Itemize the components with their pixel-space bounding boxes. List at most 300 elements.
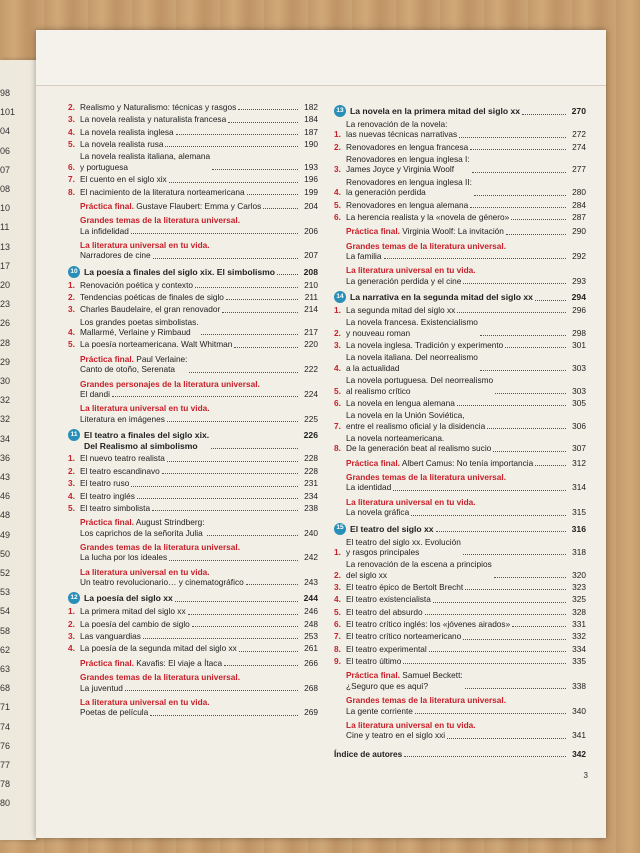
entry-number: 3. [334,581,341,592]
dot-leader [238,109,298,110]
toc-entry [68,478,318,488]
chapter-section [68,267,318,424]
entry-text-wrap [80,478,300,488]
entry-title: La primera mitad del siglo xx [80,606,186,617]
entry-page: 231 [304,478,318,489]
special-entry [80,658,318,668]
dot-leader [457,312,566,313]
entry-text-wrap [80,187,300,197]
dot-leader [211,448,298,449]
chapter-section [334,292,586,517]
entry-text-wrap [80,102,300,112]
entry-title: El teatro inglés [80,490,135,501]
toc-entry [334,410,586,431]
toc-entry [334,212,586,222]
index-text-wrap [334,749,568,759]
dot-leader [207,535,298,536]
special-title: La literatura universal en tu vida. [80,566,210,577]
previous-page-number: 58 [0,625,11,636]
entry-text-wrap [80,292,300,302]
dot-leader [125,690,298,691]
previous-page-number: 17 [0,260,11,271]
special-page: 268 [304,682,318,693]
dot-leader [201,334,298,335]
previous-page-number: 78 [0,779,11,790]
previous-page-number: 50 [0,548,11,559]
special-text-wrap [80,201,300,211]
previous-page-number: 11 [0,222,10,233]
dot-leader [167,461,298,462]
entry-page: 332 [572,631,586,642]
chapter-title-wrap [84,430,300,451]
entry-title: El teatro experimental [346,643,427,654]
special-title: La literatura universal en tu vida. [80,403,210,414]
toc-entry [334,559,586,580]
special-text: La juventud [80,682,123,693]
toc-entry [68,151,318,172]
special-text-wrap [346,507,568,517]
entry-number: 2. [68,102,75,112]
entry-text-wrap [346,200,568,210]
special-text: La novela gráfica [346,507,410,518]
entry-title: La renovación de la novela: las nuevas técnicas narrativas [346,119,458,140]
entry-number: 2. [68,465,75,476]
entry-page: 305 [572,397,586,408]
entry-number: 4. [68,643,75,654]
entry-number: 4. [334,594,341,605]
special-title: Práctica final. [346,226,400,237]
special-entry [346,226,586,236]
special-entry [80,517,318,538]
toc-entry [68,139,318,149]
special-section [80,215,318,236]
special-title: Grandes temas de la literatura universal. [346,695,507,706]
special-page: 206 [304,225,318,236]
entry-number: 2. [334,141,341,152]
toc-entry [334,340,586,350]
special-page: 315 [572,507,586,518]
special-page: 207 [304,250,318,261]
entry-page: 307 [572,443,586,454]
special-label [80,658,222,668]
previous-page-number: 43 [0,472,11,482]
dot-leader [472,172,566,173]
toc-entry [334,317,586,338]
previous-page-number: 68 [0,683,11,694]
entry-text-wrap [346,119,568,140]
toc-entry [68,453,318,463]
special-title: La literatura universal en tu vida. [346,719,476,730]
entry-text-wrap [80,453,300,463]
dot-leader [463,283,566,284]
entry-title: El teatro del siglo xx. Evolución y rasgos principales [346,536,461,557]
special-section [80,201,318,211]
dot-leader [167,421,298,422]
entry-page: 196 [304,174,318,185]
dot-leader [131,233,298,234]
author-index-entry [334,749,586,759]
entry-page: 190 [304,139,318,150]
special-title: Grandes temas de la literatura universal. [346,472,507,483]
dot-leader [189,372,298,373]
special-title: Grandes personajes de la literatura universal. [80,378,260,389]
special-page: 341 [572,730,586,741]
entry-title: La novela realista italiana, alemana y portuguesa [80,151,211,172]
entry-title: La segunda mitad del siglo xx [346,305,456,316]
entry-number: 9. [334,656,341,667]
special-page: 225 [304,413,318,424]
chapter-heading [334,292,586,303]
previous-page-number: 98 [0,88,11,98]
chapter-page: 294 [571,292,586,303]
dot-leader [470,207,566,208]
chapter-heading [68,267,318,278]
toc-entry [334,631,586,641]
entry-page: 274 [572,141,586,152]
chapter-page: 316 [571,523,586,534]
entry-number: 6. [334,211,341,222]
entry-text-wrap [346,410,568,431]
entry-text-wrap [346,317,568,338]
entry-text-wrap [346,398,568,408]
previous-page-number: 77 [0,760,11,770]
entry-number: 5. [334,199,341,210]
toc-entry [334,177,586,198]
entry-number: 7. [334,631,341,642]
special-text-wrap [346,482,568,492]
toc-entry [334,352,586,373]
dot-leader [447,738,566,739]
previous-page-number: 62 [0,644,11,655]
previous-page-number: 13 [0,241,11,252]
special-text-wrap [346,458,568,468]
special-page: 240 [304,527,318,538]
previous-page-number: 32 [0,395,11,406]
entry-title: Renovadores en lengua inglesa II: la generación perdida [346,176,472,198]
chapter-page: 244 [303,593,318,604]
special-text: Literatura en imágenes [80,413,165,424]
entry-page: 217 [304,327,318,338]
toc-entry [68,619,318,629]
entry-number: 3. [68,478,75,489]
entry-text-wrap [80,619,300,629]
dot-leader [494,577,566,578]
entry-page: 331 [572,619,586,630]
chapter-number-badge: 13 [334,105,346,117]
dot-leader [480,370,566,371]
entry-page: 272 [572,129,586,140]
special-text: Gustave Flaubert: Emma y Carlos [136,200,262,211]
toc-entry [68,102,318,112]
special-text: August Strindberg: Los caprichos de la señorita Julia [80,517,205,538]
dot-leader [192,626,298,627]
special-section [346,472,586,493]
special-text: Paul Verlaine: Canto de otoño, Serenata [80,353,188,375]
entry-title: El cuento en el siglo xix [80,174,167,185]
entry-page: 234 [304,490,318,501]
entry-text-wrap [80,491,300,501]
dot-leader [226,299,298,300]
entry-number: 3. [68,631,75,642]
special-title: Práctica final. [80,353,134,364]
entry-title: El teatro ruso [80,478,130,489]
special-page: 269 [304,707,318,718]
entry-page: 228 [304,453,318,464]
special-entry [346,251,586,261]
entry-number: 2. [68,618,75,629]
previous-page-number: 10 [0,203,11,214]
entry-number: 3. [334,340,341,351]
dot-leader [415,713,566,714]
entry-title: El nuevo teatro realista [80,453,165,464]
chapter-heading [68,430,318,451]
entry-title: La novela inglesa. Tradición y experimento [346,340,504,351]
dot-leader [463,639,566,640]
entry-page: 277 [572,164,586,175]
entry-number: 5. [334,385,341,396]
special-text: Samuel Beckett: ¿Seguro que es aquí? [346,670,463,691]
chapter-section [68,593,318,717]
special-page: 314 [572,482,586,493]
entry-number: 4. [334,362,341,373]
previous-page-number: 07 [0,164,11,175]
chapter-number-badge: 15 [334,523,346,535]
entry-title: La novela portuguesa. Del neorrealismo al realismo crítico [346,375,494,396]
dot-leader [470,149,566,150]
entry-title: El teatro existencialista [346,594,431,605]
entry-text-wrap [80,466,300,476]
entry-text-wrap [80,606,300,616]
entry-page: 248 [304,618,318,629]
entry-page: 287 [572,211,586,222]
entry-number: 8. [334,443,341,454]
entry-title: La poesía de la segunda mitad del siglo xx [80,643,237,654]
entry-text-wrap [80,503,300,513]
chapter-number-badge: 12 [68,592,80,604]
entry-number: 3. [68,304,75,315]
entry-number: 3. [68,114,75,125]
previous-page-number: 74 [0,721,11,732]
dot-leader [239,651,298,652]
chapter-page: 270 [571,106,586,116]
entry-text-wrap [80,151,300,172]
entry-number: 1. [68,453,75,464]
special-entry [80,226,318,236]
previous-page-number: 08 [0,184,11,194]
special-entry [80,250,318,260]
entry-number: 5. [68,139,75,150]
entry-title: La novela norteamericana. De la generación beat al realismo sucio [346,432,492,454]
special-section [80,672,318,693]
dot-leader [234,347,298,348]
chapter-heading [334,106,586,117]
dot-leader [247,194,298,195]
toc-entry [334,398,586,408]
previous-page-number: 76 [0,740,11,751]
entry-text-wrap [346,607,568,617]
special-page: 243 [304,577,318,588]
entry-title: El teatro escandinavo [80,465,160,476]
entry-number: 8. [334,643,341,654]
book-page [36,30,606,838]
special-title: Grandes temas de la literatura universal. [80,541,241,552]
special-text-wrap [346,730,568,740]
entry-title: La novela francesa. Existencialismo y nouveau roman [346,317,478,338]
toc-entry [334,154,586,175]
special-entry [80,201,318,211]
special-text-wrap [80,683,300,693]
entry-title: La herencia realista y la «novela de género» [346,211,510,222]
special-page: 222 [304,364,318,375]
dot-leader [384,258,566,259]
toc-entry [68,114,318,124]
special-title: Práctica final. [346,670,400,681]
dot-leader [480,335,566,336]
entry-title: La novela en lengua alemana [346,397,455,408]
toc-entry [334,582,586,592]
special-entry [80,354,318,375]
entry-number: 4. [334,187,341,198]
entry-number: 1. [68,279,75,290]
special-section [80,567,318,588]
special-title: La literatura universal en tu vida. [346,265,476,276]
special-label [80,201,261,211]
chapter-title: El teatro del siglo xx [350,523,434,534]
entry-page: 238 [304,502,318,513]
special-text-wrap [80,658,300,668]
toc-entry [68,491,318,501]
toc-entry [68,187,318,197]
special-title: Práctica final. [80,657,134,668]
entry-title: Renovación poética y contexto [80,279,194,290]
entry-text-wrap [346,582,568,592]
entry-page: 325 [572,594,586,605]
previous-page-number: 53 [0,587,11,598]
entry-title: Charles Baudelaire, el gran renovador [80,304,221,315]
entry-text-wrap [346,305,568,315]
special-entry [80,577,318,587]
special-title: La literatura universal en tu vida. [80,239,210,250]
entry-text-wrap [80,280,300,290]
dot-leader [188,614,298,615]
special-section [346,241,586,262]
dot-leader [505,347,566,348]
entry-number: 6. [334,397,341,408]
special-page: 266 [304,657,318,668]
special-section [346,497,586,518]
entry-title: Realismo y Naturalismo: técnicas y rasgos [80,102,237,112]
special-text-wrap [80,517,300,538]
entry-page: 303 [572,362,586,373]
dot-leader [433,602,566,603]
toc-entry [334,305,586,315]
dot-leader [425,614,566,615]
entry-text-wrap [346,656,568,666]
entry-page: 182 [304,102,318,112]
chapter-section [68,430,318,587]
entry-page: 187 [304,126,318,137]
chapter-title: La novela en la primera mitad del siglo xx [350,106,521,116]
entry-title: El teatro del absurdo [346,606,423,617]
dot-leader [143,638,298,639]
dot-leader [522,114,566,115]
entry-title: La novela realista rusa [80,139,164,150]
special-title: Práctica final. [80,200,134,211]
dot-leader [169,560,298,561]
dot-leader [224,665,298,666]
entry-text-wrap [346,177,568,198]
special-text: Cine y teatro en el siglo xxi [346,730,446,741]
previous-page-number: 26 [0,318,11,329]
dot-leader [429,651,566,652]
entry-page: 323 [572,581,586,592]
entry-text-wrap [80,339,300,349]
chapter-title: El teatro a finales del siglo xix. Del Realismo al simbolismo [84,429,210,451]
entry-page: 306 [572,420,586,431]
special-label [80,354,187,375]
dot-leader [131,486,298,487]
entry-number: 5. [334,606,341,617]
entry-text-wrap [80,304,300,314]
toc-right-column [334,100,586,761]
toc-entry [68,339,318,349]
entry-title: Renovadores en lengua alemana [346,199,469,210]
dot-leader [459,137,566,138]
dot-leader [404,756,566,757]
chapter-page: 208 [303,266,318,277]
entry-page: 298 [572,327,586,338]
toc-entry [68,304,318,314]
entry-page: 301 [572,340,586,351]
chapter-section [334,524,586,741]
special-label [346,458,533,468]
special-section [80,354,318,375]
entry-page: 184 [304,114,318,125]
dot-leader [393,490,566,491]
entry-text-wrap [346,594,568,604]
dot-leader [153,258,298,259]
special-section [80,379,318,400]
toc-entry [334,200,586,210]
entry-title: La poesía norteamericana. Walt Whitman [80,339,233,350]
special-section [80,542,318,563]
special-text: La lucha por los ideales [80,552,168,563]
special-text-wrap [346,251,568,261]
special-entry [346,507,586,517]
entry-page: 303 [572,385,586,396]
special-text-wrap [80,354,300,375]
special-page: 290 [572,226,586,237]
entry-text-wrap [346,433,568,454]
dot-leader [457,405,566,406]
entry-text-wrap [346,352,568,373]
chapter-section [68,102,318,261]
special-label [346,670,463,691]
special-section [80,658,318,668]
special-entry [80,414,318,424]
entry-text-wrap [346,212,568,222]
entry-title: El nacimiento de la literatura norteamericana [80,186,245,197]
dot-leader [465,589,566,590]
special-text: Virginia Woolf: La invitación [402,226,504,237]
special-entry [80,552,318,562]
toc-entry [68,503,318,513]
index-title: Índice de autores [334,748,403,759]
entry-title: La poesía del cambio de siglo [80,618,190,629]
dot-leader [137,498,298,499]
special-text-wrap [346,226,568,236]
entry-page: 246 [304,606,318,617]
